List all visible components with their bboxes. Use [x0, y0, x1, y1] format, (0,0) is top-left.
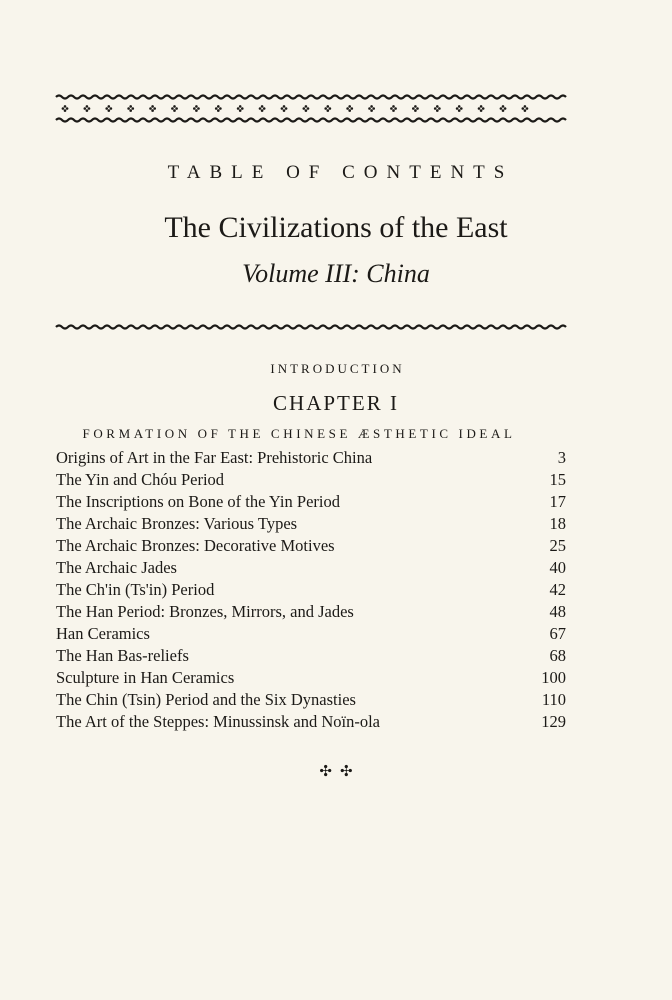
diamond-ornament [84, 105, 91, 112]
entry-title: The Han Bas-reliefs [56, 646, 189, 665]
diamond-ornament [149, 105, 156, 112]
entry-title: The Chin (Tsin) Period and the Six Dynasties [56, 690, 356, 709]
introduction-label: INTRODUCTION [270, 361, 405, 376]
toc-entry [56, 711, 566, 733]
diamond-ornament [324, 105, 331, 112]
diamond-ornament [346, 105, 353, 112]
diamond-ornament [368, 105, 375, 112]
toc-entry [56, 623, 566, 645]
diamond-ornament [171, 105, 178, 112]
diamond-ornament [478, 105, 485, 112]
entry-title: The Archaic Bronzes: Decorative Motives [56, 536, 335, 555]
toc-entry [56, 645, 566, 667]
toc-entry [56, 491, 566, 513]
diamond-ornament [303, 105, 310, 112]
diamond-ornament [105, 105, 112, 112]
diamond-ornament [215, 105, 222, 112]
book-title: The Civilizations of the East [164, 211, 508, 244]
diamond-ornament [62, 105, 69, 112]
entry-title: Origins of Art in the Far East: Prehistoric China [56, 448, 373, 467]
section-divider-rule [0, 322, 672, 332]
entry-page: 67 [549, 624, 566, 643]
entry-page: 48 [549, 602, 566, 621]
diamond-ornament [412, 105, 419, 112]
volume-title: Volume III: China [242, 259, 430, 288]
entry-title: The Ch'in (Ts'in) Period [56, 580, 215, 599]
entry-page: 17 [549, 492, 566, 511]
diamond-ornament [456, 105, 463, 112]
closing-ornament: ✣✣ [319, 764, 361, 780]
diamond-ornament [127, 105, 134, 112]
chapter-label: CHAPTER I [273, 391, 399, 415]
entry-page: 100 [541, 668, 566, 687]
diamond-ornament [434, 105, 441, 112]
entry-page: 3 [557, 448, 566, 467]
toc-entry [56, 469, 566, 491]
entry-title: Sculpture in Han Ceramics [56, 668, 235, 687]
entry-page: 18 [549, 514, 566, 533]
toc-entry [56, 579, 566, 601]
toc-entry [56, 535, 566, 557]
entry-page: 15 [549, 470, 566, 489]
diamond-ornament [522, 105, 529, 112]
diamond-ornament [281, 105, 288, 112]
toc-heading: TABLE OF CONTENTS [167, 162, 514, 183]
toc-entry [56, 601, 566, 623]
diamond-ornament [500, 105, 507, 112]
entry-page: 110 [541, 690, 566, 709]
entry-title: The Han Period: Bronzes, Mirrors, and Jades [56, 602, 354, 621]
toc-entry [56, 557, 566, 579]
entry-page: 129 [541, 712, 566, 731]
diamond-ornament [390, 105, 397, 112]
toc-entry [56, 689, 566, 711]
diamond-ornament [193, 105, 200, 112]
entry-title: The Archaic Jades [56, 558, 177, 577]
entry-page: 68 [549, 646, 566, 665]
entry-page: 42 [549, 580, 566, 599]
entry-title: The Inscriptions on Bone of the Yin Period [56, 492, 340, 511]
diamond-ornament [259, 105, 266, 112]
entry-page: 40 [549, 558, 566, 577]
entry-title: The Archaic Bronzes: Various Types [56, 514, 298, 533]
entry-page: 25 [549, 536, 566, 555]
entry-title: The Yin and Chóu Period [56, 470, 225, 489]
diamond-ornament [237, 105, 244, 112]
toc-entry-list [56, 447, 566, 733]
toc-entry [56, 447, 566, 469]
top-ornamental-border [0, 92, 672, 126]
entry-title: Han Ceramics [56, 624, 150, 643]
toc-entry [56, 513, 566, 535]
toc-entry [56, 667, 566, 689]
chapter-subtitle: FORMATION OF THE CHINESE ÆSTHETIC IDEAL [82, 426, 516, 441]
entry-title: The Art of the Steppes: Minussinsk and Noïn-ola [56, 712, 381, 731]
